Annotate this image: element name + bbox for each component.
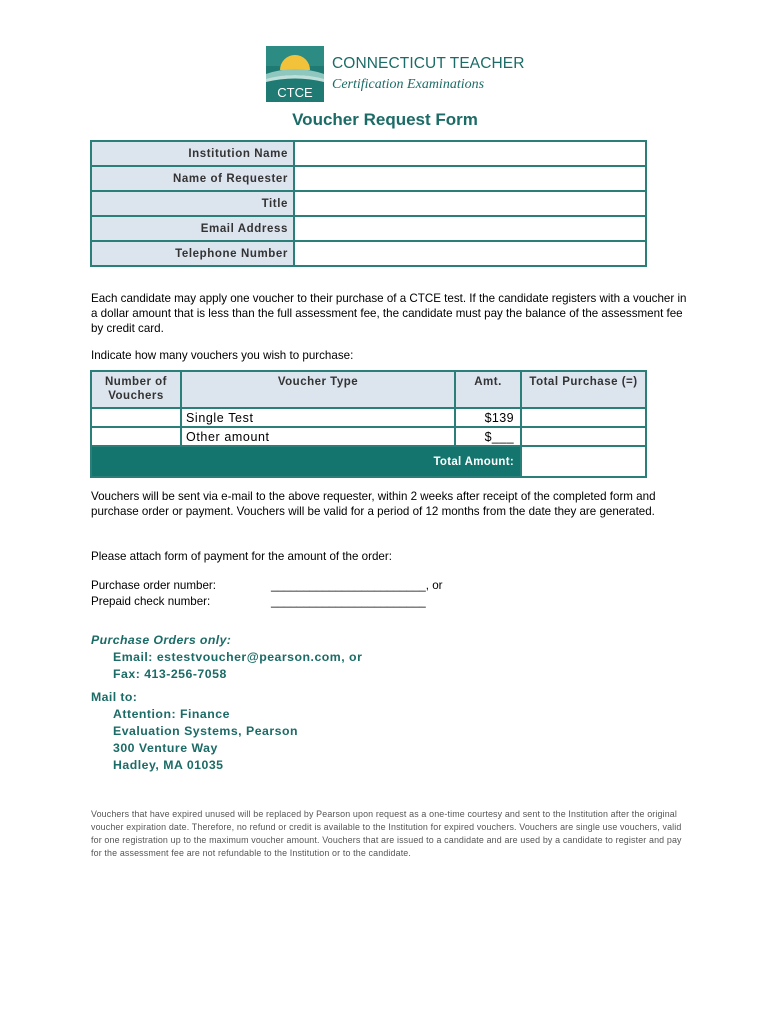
single-test-quantity-field[interactable]	[91, 408, 181, 427]
purchase-orders-heading: Purchase Orders only:	[91, 633, 232, 647]
telephone-number-label: Telephone Number	[91, 241, 294, 266]
voucher-table	[90, 370, 647, 478]
check-number-label: Prepaid check number:	[91, 595, 211, 608]
mail-line: 300 Venture Way	[113, 741, 218, 755]
logo-title: CONNECTICUT TEACHER	[332, 55, 525, 72]
table-row	[91, 191, 646, 216]
delivery-paragraph: Vouchers will be sent via e-mail to the above requester, within 2 weeks after receipt of the completed form and purchase order or payment. Vouchers will be valid for a period of 12 months from the date they are generated.	[91, 490, 656, 518]
single-test-total-field[interactable]	[521, 408, 646, 427]
telephone-number-field[interactable]	[294, 241, 646, 266]
logo-subtitle: Certification Examinations	[332, 77, 485, 92]
total-amount-label: Total Amount:	[91, 446, 521, 477]
email-address-label: Email Address	[91, 216, 294, 241]
mail-line: Attention: Finance	[113, 707, 230, 721]
requester-name-label: Name of Requester	[91, 166, 294, 191]
single-test-amt: $139	[455, 408, 521, 427]
voucher-type-header: Voucher Type	[181, 371, 455, 408]
po-email: Email: estestvoucher@pearson.com, or	[113, 650, 363, 664]
po-fax: Fax: 413-256-7058	[113, 667, 227, 681]
other-amount-total-field[interactable]	[521, 427, 646, 446]
table-row	[91, 141, 646, 166]
other-amount-amt: $___	[455, 427, 521, 446]
institution-name-label: Institution Name	[91, 141, 294, 166]
number-of-vouchers-header: Number of Vouchers	[91, 371, 181, 408]
table-row	[91, 427, 646, 446]
single-test-type: Single Test	[181, 408, 455, 427]
title-label: Title	[91, 191, 294, 216]
title-field[interactable]	[294, 191, 646, 216]
total-amount-field[interactable]	[521, 446, 646, 477]
mail-line: Hadley, MA 01035	[113, 758, 224, 772]
amt-header: Amt.	[455, 371, 521, 408]
po-number-line[interactable]: ________________________, or	[271, 579, 443, 592]
table-row	[91, 216, 646, 241]
intro-paragraph: Each candidate may apply one voucher to their purchase of a CTCE test. If the candidate registers with a voucher in a dollar amount that is less than the full assessment fee, the candidate must pay the balance of the assessment fee by credit card.	[91, 292, 687, 335]
ctce-logo-mark	[266, 46, 324, 102]
check-number-line[interactable]: ________________________	[271, 595, 426, 608]
requester-name-field[interactable]	[294, 166, 646, 191]
mail-heading: Mail to:	[91, 690, 138, 704]
other-amount-type: Other amount	[181, 427, 455, 446]
po-number-label: Purchase order number:	[91, 579, 217, 592]
institution-name-field[interactable]	[294, 141, 646, 166]
table-header-row	[91, 371, 646, 408]
fine-print: Vouchers that have expired unused will be replaced by Pearson upon request as a one-time courtesy and sent to the Institution after the original voucher expiration date. Therefore, no refund or credit is available to the Institution for expired vouchers. Vouchers are single use vouchers, valid for one registration up to the maximum voucher amount. Vouchers that are issued to a candidate and are used by a candidate to register and pay for the assessment fee are not refundable to the Institution or to the candidate.	[91, 809, 682, 858]
table-row	[91, 241, 646, 266]
table-row	[91, 446, 646, 477]
total-purchase-header: Total Purchase (=)	[521, 371, 646, 408]
other-amount-quantity-field[interactable]	[91, 427, 181, 446]
logo-mark-text: CTCE	[277, 85, 313, 100]
mail-line: Evaluation Systems, Pearson	[113, 724, 299, 738]
email-address-field[interactable]	[294, 216, 646, 241]
attach-text: Please attach form of payment for the amount of the order:	[91, 550, 392, 563]
indicate-text: Indicate how many vouchers you wish to purchase:	[91, 349, 354, 362]
requester-info-table	[90, 140, 647, 267]
table-row	[91, 408, 646, 427]
table-row	[91, 166, 646, 191]
ctce-logo	[266, 46, 525, 104]
page-title: Voucher Request Form	[292, 110, 478, 129]
